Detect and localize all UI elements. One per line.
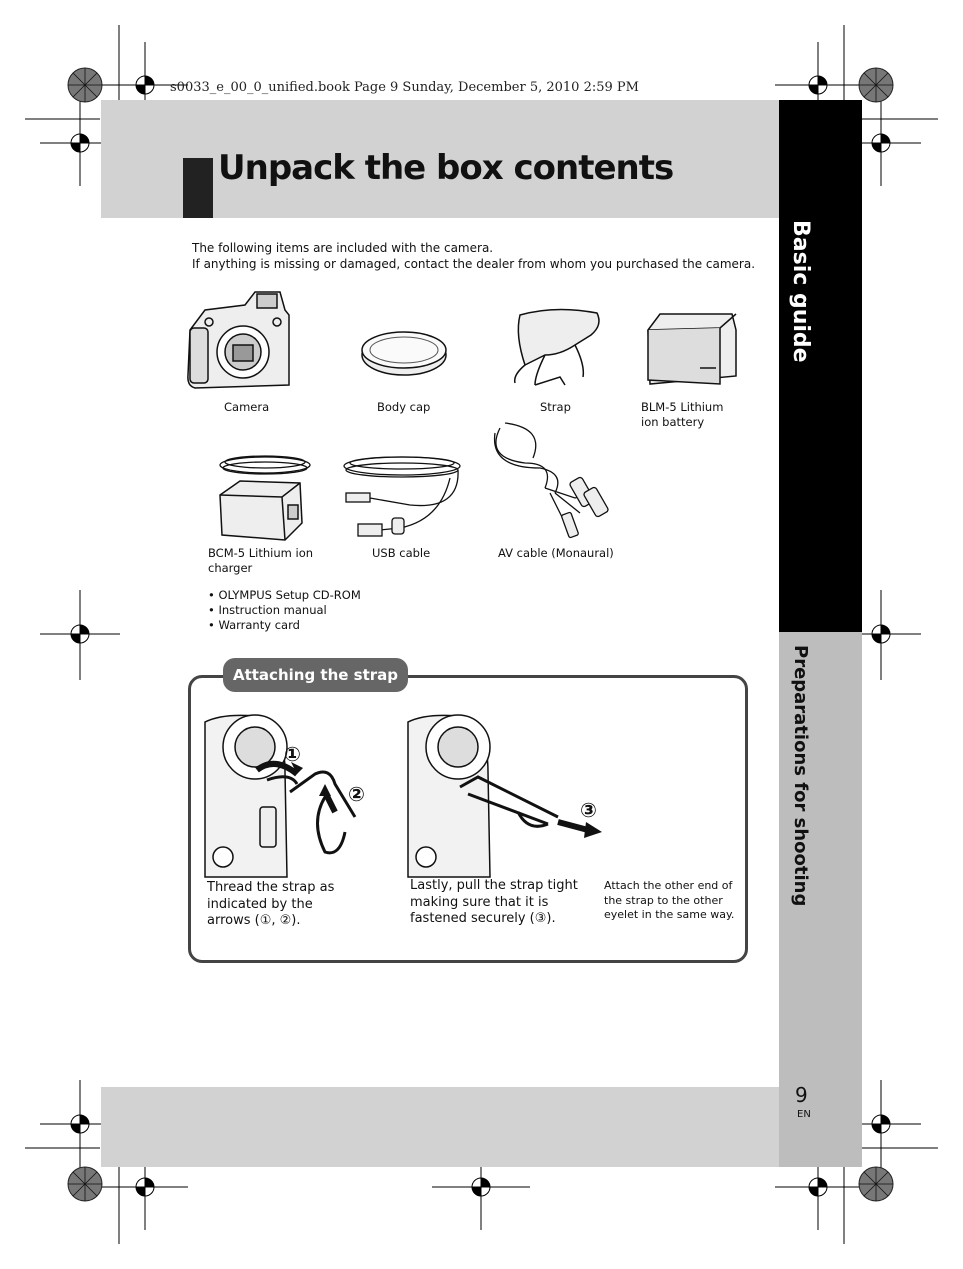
side-tab-bottom-label: Preparations for shooting (790, 645, 811, 907)
item-label-usb-cable: USB cable (372, 546, 431, 560)
av-cable-illustration (485, 418, 615, 543)
strap-step-1-text (207, 880, 334, 930)
item-label-av-cable: AV cable (Monaural) (498, 546, 614, 560)
strap-step-2-illustration (408, 712, 608, 877)
strap-step-3-text (604, 879, 734, 923)
item-label-battery (641, 400, 723, 430)
step-marker-3: ③ (580, 798, 597, 822)
page-number: 9 (795, 1083, 808, 1107)
step-2-line: making sure that it is (410, 894, 549, 910)
step-2-line: Lastly, pull the strap tight (410, 878, 578, 893)
step-1-line: Thread the strap as (207, 880, 335, 895)
step-1-line: arrows (①, ②). (207, 913, 301, 928)
list-item: • Warranty card (208, 618, 361, 633)
battery-label-line-1: BLM-5 Lithium (641, 400, 724, 414)
battery-illustration (640, 310, 740, 390)
title-accent-bar (183, 158, 213, 218)
step-2-line: fastened securely (③). (410, 911, 556, 926)
step-3-line: the strap to the other (604, 893, 723, 907)
side-tab-basic-guide (779, 100, 862, 632)
intro-line-2: If anything is missing or damaged, contact the dealer from whom you purchased the camera. (192, 257, 756, 271)
page-title: Unpack the box contents (218, 148, 674, 188)
step-1-line: indicated by the (207, 896, 313, 912)
camera-illustration (185, 290, 295, 390)
attaching-strap-heading: Attaching the strap (223, 658, 408, 692)
print-header: s0033_e_00_0_unified.book Page 9 Sunday, December 5, 2010 2:59 PM (170, 80, 639, 95)
item-label-strap: Strap (540, 400, 571, 414)
item-label-camera: Camera (224, 400, 270, 414)
strap-illustration (505, 305, 605, 395)
usb-cable-illustration (340, 450, 465, 540)
footer-band (101, 1087, 779, 1167)
list-item: • OLYMPUS Setup CD-ROM (208, 588, 361, 603)
item-label-charger (208, 546, 313, 576)
page-language: EN (797, 1109, 811, 1120)
strap-step-2-text (410, 878, 578, 928)
intro-line-1: The following items are included with the camera. (192, 241, 494, 255)
charger-illustration (210, 445, 320, 545)
item-label-body-cap: Body cap (377, 400, 431, 414)
charger-label-line-1: BCM-5 Lithium ion (208, 546, 314, 560)
extra-items-list (208, 588, 361, 633)
intro-text (192, 240, 755, 272)
battery-label-line-2: ion battery (641, 415, 705, 429)
body-cap-illustration (360, 328, 450, 378)
side-tab-top-label: Basic guide (788, 220, 813, 363)
step-3-line: eyelet in the same way. (604, 908, 735, 921)
step-marker-2: ② (348, 782, 365, 806)
step-3-line: Attach the other end of (604, 879, 733, 892)
list-item: • Instruction manual (208, 603, 361, 618)
charger-label-line-2: charger (208, 561, 253, 575)
step-marker-1: ① (284, 742, 301, 766)
